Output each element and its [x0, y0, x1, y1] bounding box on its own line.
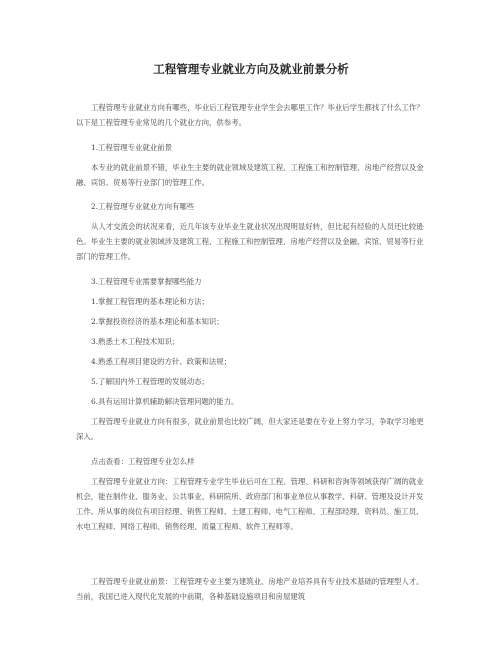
prospects-paragraph: 本专业的就业前景不错，毕业生主要的就业领域及建筑工程、工程施工和控制管理、房地产经营以及金融、宾馆、贸易等行业部门的管理工作。 [76, 163, 424, 187]
career-directions-paragraph: 工程管理专业就业方向：工程管理专业学生毕业后可在工程、管理、科研和咨询等领域获得广阔的就业机会，能在制作业、服务业、公共事业、科研院所、政府部门和事业单位从事教学、科研、管理及设计开发工作。所从事的岗位有项目经理、销售工程师、土建工程师、电气工程师、工程部经理、资料员、施工员、水电工程师、网络工程师、销售经理、质量工程师、软件工程师等。 [76, 477, 424, 531]
summary-paragraph: 工程管理专业就业方向有很多，就业前景也比较广阔，但大家还是要在专业上努力学习，争取学习地更深入。 [76, 417, 424, 441]
document-title: 工程管理专业就业方向及就业前景分析 [153, 62, 349, 76]
ability-item-2: 2.掌握投资经济的基本理论和基本知识； [91, 317, 224, 326]
click-view-link[interactable]: 点击查看：工程管理专业怎么样 [91, 457, 195, 466]
ability-item-1: 1.掌握工程管理的基本理论和方法； [91, 297, 209, 306]
intro-paragraph: 工程管理专业就业方向有哪些，毕业后工程管理专业学生会去哪里工作？毕业后学生都找了什么工作？以下是工程管理专业常见的几个就业方向，供参考。 [76, 103, 424, 127]
section-heading-abilities: 3.工程管理专业需要掌握哪些能力 [91, 277, 202, 286]
ability-item-5: 5.了解国内外工程管理的发展动态； [91, 377, 209, 386]
ability-item-6: 6.具有运用计算机辅助解决管理问题的能力。 [91, 397, 239, 406]
directions-paragraph: 从人才交流会的状况来看，近几年该专业毕业生就业状况出现明显好转，但比起有经验的人员还比较逊色。毕业生主要的就业领域涉及建筑工程、工程施工和控制管理、房地产经营以及金融、宾馆、贸易等行业部门的管理工作。 [76, 222, 424, 261]
section-heading-directions: 2.工程管理专业就业方向有哪些 [91, 202, 195, 211]
career-prospects-paragraph: 工程管理专业就业前景：工程管理专业主要为建筑业、房地产业培养具有专业技术基础的管理型人才。当前，我国已进入现代化发展的中前期，各种基础设施项目和房屋建筑 [76, 577, 424, 601]
ability-item-3: 3.熟悉土木工程技术知识； [91, 337, 180, 346]
section-heading-prospects: 1.工程管理专业就业前景 [91, 143, 172, 152]
ability-item-4: 4.熟悉工程项目建设的方针、政策和法规； [91, 357, 232, 366]
